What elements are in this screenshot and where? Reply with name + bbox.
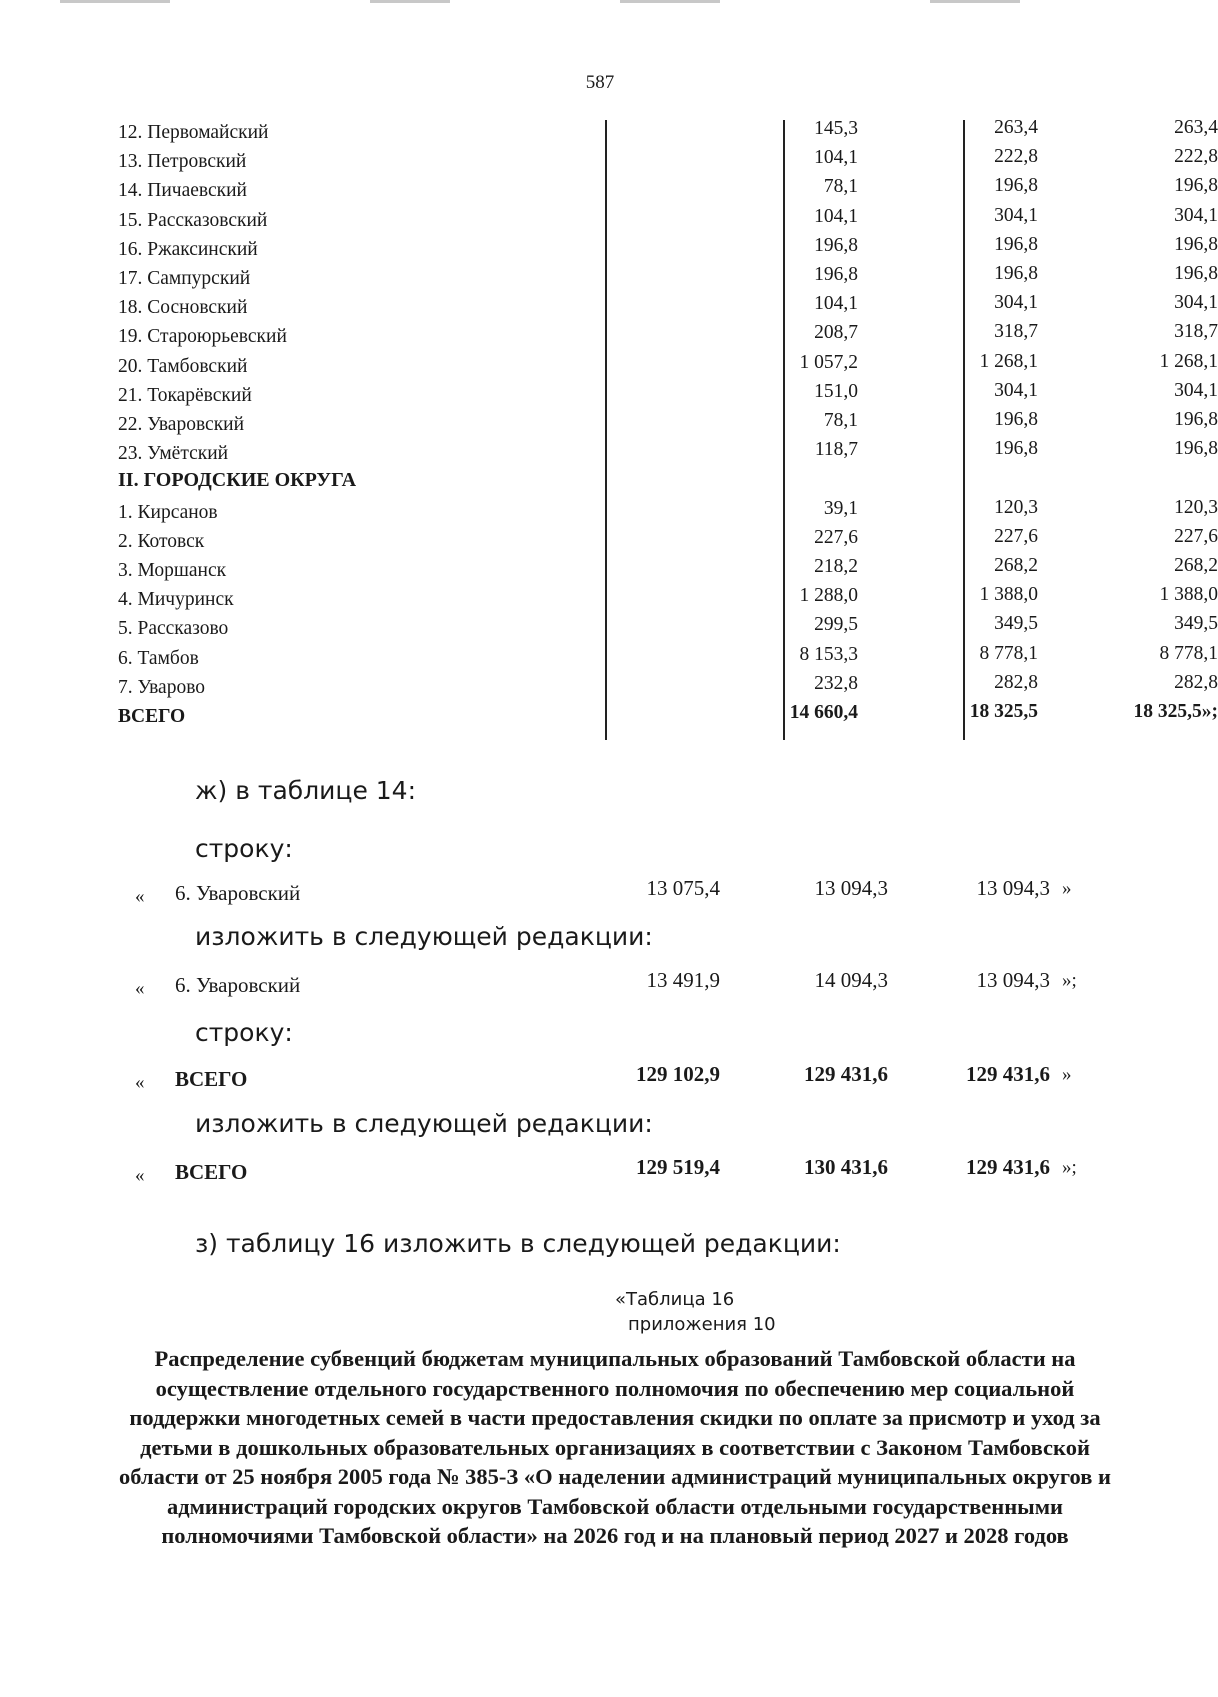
- row-name: ВСЕГО: [175, 1067, 248, 1091]
- row-value-2: 349,5: [994, 613, 1038, 635]
- row-value-1: 1 288,0: [799, 585, 858, 607]
- row-name: 6. Уваровский: [175, 881, 301, 905]
- table16-heading: Распределение субвенций бюджетам муниципальных образований Тамбовской области на осуществление отдельного государственного полномочия по обеспечению мер социальной поддержки многодетных семей в части предоставления скидки по оплате за присмотр и уход за детьми в дошкольных образовательных организациях в соответствии с Законом Тамбовской области от 25 ноября 2005 года № 385-З «О наделении администраций муниципальных округов и администраций городских округов Тамбовской области отдельными государственными полномочиями Тамбовской области» на 2026 год и на плановый период 2027 и 2028 годов: [119, 1346, 1111, 1548]
- row-value-3: 304,1: [1174, 204, 1218, 226]
- row-value-2: 263,4: [994, 117, 1038, 138]
- row-value-1: 227,6: [814, 526, 858, 548]
- row-value-3: 120,3: [1174, 496, 1218, 518]
- table-row: [118, 438, 1218, 472]
- quote-close: »: [1062, 878, 1072, 899]
- row-value-2: 13 094,3: [814, 876, 888, 900]
- table-ref-line1: «Таблица 16: [615, 1289, 735, 1310]
- row-value-1: 78,1: [823, 176, 858, 198]
- row-value-1: 14 660,4: [789, 702, 858, 723]
- row-value-1: 104,1: [814, 293, 858, 315]
- row-value-1: 13 491,9: [646, 968, 720, 992]
- quote-open: «: [135, 1165, 145, 1186]
- row-value-3: 129 431,6: [966, 1155, 1050, 1179]
- row-value-3: 349,5: [1174, 613, 1218, 635]
- row-name: 6. Уваровский: [175, 973, 301, 997]
- row-value-3: 196,8: [1174, 438, 1218, 460]
- row-value-3: 8 778,1: [1159, 642, 1218, 664]
- row-value-2: 282,8: [994, 671, 1038, 693]
- scan-artifact: [60, 0, 170, 3]
- row-name: 20. Тамбовский: [118, 355, 248, 377]
- row-value-2: 304,1: [994, 204, 1038, 226]
- row-value-3: 282,8: [1174, 671, 1218, 693]
- row-value-1: 13 075,4: [646, 876, 720, 900]
- row-name: 4. Мичуринск: [118, 589, 234, 611]
- table-row: [118, 204, 1218, 239]
- row-value-2: 268,2: [994, 555, 1038, 576]
- izlozhit-label: изложить в следующей редакции:: [195, 922, 653, 951]
- row-value-3: 13 094,3: [976, 876, 1050, 900]
- row-value-1: 151,0: [814, 380, 858, 402]
- row-value-2: 196,8: [994, 263, 1038, 284]
- table-row: [118, 146, 1218, 180]
- quote-open: «: [135, 886, 145, 907]
- table-row: [118, 642, 1218, 677]
- row-name: 6. Тамбов: [118, 647, 199, 669]
- table-row: [118, 117, 1218, 151]
- row-value-2: 196,8: [994, 233, 1038, 255]
- row-value-3: 222,8: [1174, 146, 1218, 168]
- row-value-2: 14 094,3: [814, 968, 888, 992]
- row-value-2: 18 325,5: [969, 701, 1038, 722]
- row-value-3: 263,4: [1174, 117, 1218, 138]
- table-row: [118, 379, 1218, 414]
- row-value-3: 196,8: [1174, 409, 1218, 430]
- quote-open: «: [135, 978, 145, 999]
- row-name: 7. Уварово: [118, 676, 206, 698]
- row-name: 12. Первомайский: [118, 122, 269, 143]
- quote-close: »: [1062, 1064, 1072, 1085]
- row-value-1: 196,8: [814, 264, 858, 285]
- row-value-3: 18 325,5»;: [1133, 701, 1218, 722]
- izlozhit-label: изложить в следующей редакции:: [195, 1109, 653, 1138]
- row-name: 15. Рассказовский: [118, 209, 268, 231]
- table-row: [118, 496, 1218, 531]
- table-row: [118, 584, 1218, 618]
- row-value-2: 196,8: [994, 438, 1038, 460]
- row-value-2: 227,6: [994, 525, 1038, 547]
- row-name: 21. Токарёвский: [118, 384, 252, 406]
- row-name: 14. Пичаевский: [118, 180, 247, 202]
- row-value-1: 196,8: [814, 234, 858, 256]
- table-row: [118, 555, 1218, 589]
- row-value-1: 104,1: [814, 147, 858, 169]
- table-row: [118, 321, 1218, 355]
- row-name: ВСЕГО: [118, 706, 186, 727]
- quote-open: «: [135, 1072, 145, 1093]
- stroku-label: строку:: [195, 1018, 293, 1047]
- quote-close: »;: [1062, 1157, 1077, 1178]
- row-value-2: 196,8: [994, 409, 1038, 430]
- row-value-2: 8 778,1: [979, 642, 1038, 664]
- scan-artifact: [930, 0, 1020, 3]
- row-value-2: 1 388,0: [979, 584, 1038, 606]
- row-value-2: 1 268,1: [979, 350, 1038, 372]
- row-value-1: 39,1: [823, 497, 858, 519]
- row-name: 2. Котовск: [118, 530, 205, 552]
- row-value-1: 118,7: [814, 439, 858, 461]
- row-value-3: 227,6: [1174, 525, 1218, 547]
- row-value-2: 129 431,6: [804, 1062, 888, 1086]
- row-value-1: 129 519,4: [636, 1155, 720, 1179]
- row-value-1: 1 057,2: [799, 351, 858, 373]
- table-row: [118, 409, 1218, 443]
- row-name: 19. Староюрьевский: [118, 326, 287, 348]
- row-name: 17. Сампурский: [118, 268, 251, 289]
- quote-close: »;: [1062, 970, 1077, 991]
- row-value-1: 208,7: [814, 322, 858, 344]
- row-value-2: 130 431,6: [804, 1155, 888, 1179]
- row-value-3: 196,8: [1174, 233, 1218, 255]
- row-name: 22. Уваровский: [118, 414, 245, 435]
- table-row: [118, 292, 1218, 326]
- scan-artifact: [370, 0, 450, 3]
- table-row: [118, 350, 1218, 385]
- row-value-1: 145,3: [814, 118, 858, 139]
- row-value-3: 196,8: [1174, 175, 1218, 197]
- row-value-2: 318,7: [994, 321, 1038, 343]
- row-value-3: 196,8: [1174, 263, 1218, 284]
- item-zh: ж) в таблице 14:: [195, 776, 417, 805]
- row-value-3: 1 388,0: [1159, 584, 1218, 606]
- row-value-2: 196,8: [994, 175, 1038, 197]
- row-value-1: 129 102,9: [636, 1062, 720, 1086]
- row-name: 5. Рассказово: [118, 618, 229, 640]
- table-row: [118, 613, 1218, 647]
- row-value-3: 318,7: [1174, 321, 1218, 343]
- stroku-label: строку:: [195, 834, 293, 863]
- row-value-3: 129 431,6: [966, 1062, 1050, 1086]
- table-row: [118, 233, 1218, 268]
- table-row: [118, 525, 1218, 560]
- row-value-3: 304,1: [1174, 379, 1218, 401]
- section-title: II. ГОРОДСКИЕ ОКРУГА: [118, 469, 357, 492]
- row-value-2: 222,8: [994, 146, 1038, 168]
- row-value-1: 218,2: [814, 556, 858, 577]
- scan-artifact: [620, 0, 720, 3]
- table-ref-line2: приложения 10: [628, 1314, 776, 1335]
- row-name: 3. Моршанск: [118, 560, 227, 581]
- row-value-1: 78,1: [823, 410, 858, 431]
- row-value-3: 1 268,1: [1159, 350, 1218, 372]
- row-name: 16. Ржаксинский: [118, 238, 258, 260]
- page-number: 587: [585, 72, 615, 93]
- row-value-1: 232,8: [814, 672, 858, 694]
- row-value-1: 8 153,3: [799, 643, 858, 665]
- row-value-3: 268,2: [1174, 555, 1218, 576]
- item-z: з) таблицу 16 изложить в следующей редакции:: [195, 1229, 841, 1258]
- row-name: ВСЕГО: [175, 1160, 248, 1184]
- row-name: 1. Кирсанов: [118, 501, 218, 523]
- row-value-1: 299,5: [814, 614, 858, 636]
- row-value-3: 304,1: [1174, 292, 1218, 314]
- table-total-row: [118, 701, 1218, 735]
- row-name: 18. Сосновский: [118, 297, 248, 319]
- row-name: 13. Петровский: [118, 151, 247, 173]
- row-value-2: 120,3: [994, 496, 1038, 518]
- table-row: [118, 175, 1218, 209]
- row-name: 23. Умётский: [118, 443, 229, 465]
- row-value-2: 304,1: [994, 379, 1038, 401]
- row-value-2: 304,1: [994, 292, 1038, 314]
- row-value-3: 13 094,3: [976, 968, 1050, 992]
- table-row: [118, 263, 1218, 297]
- row-value-1: 104,1: [814, 205, 858, 227]
